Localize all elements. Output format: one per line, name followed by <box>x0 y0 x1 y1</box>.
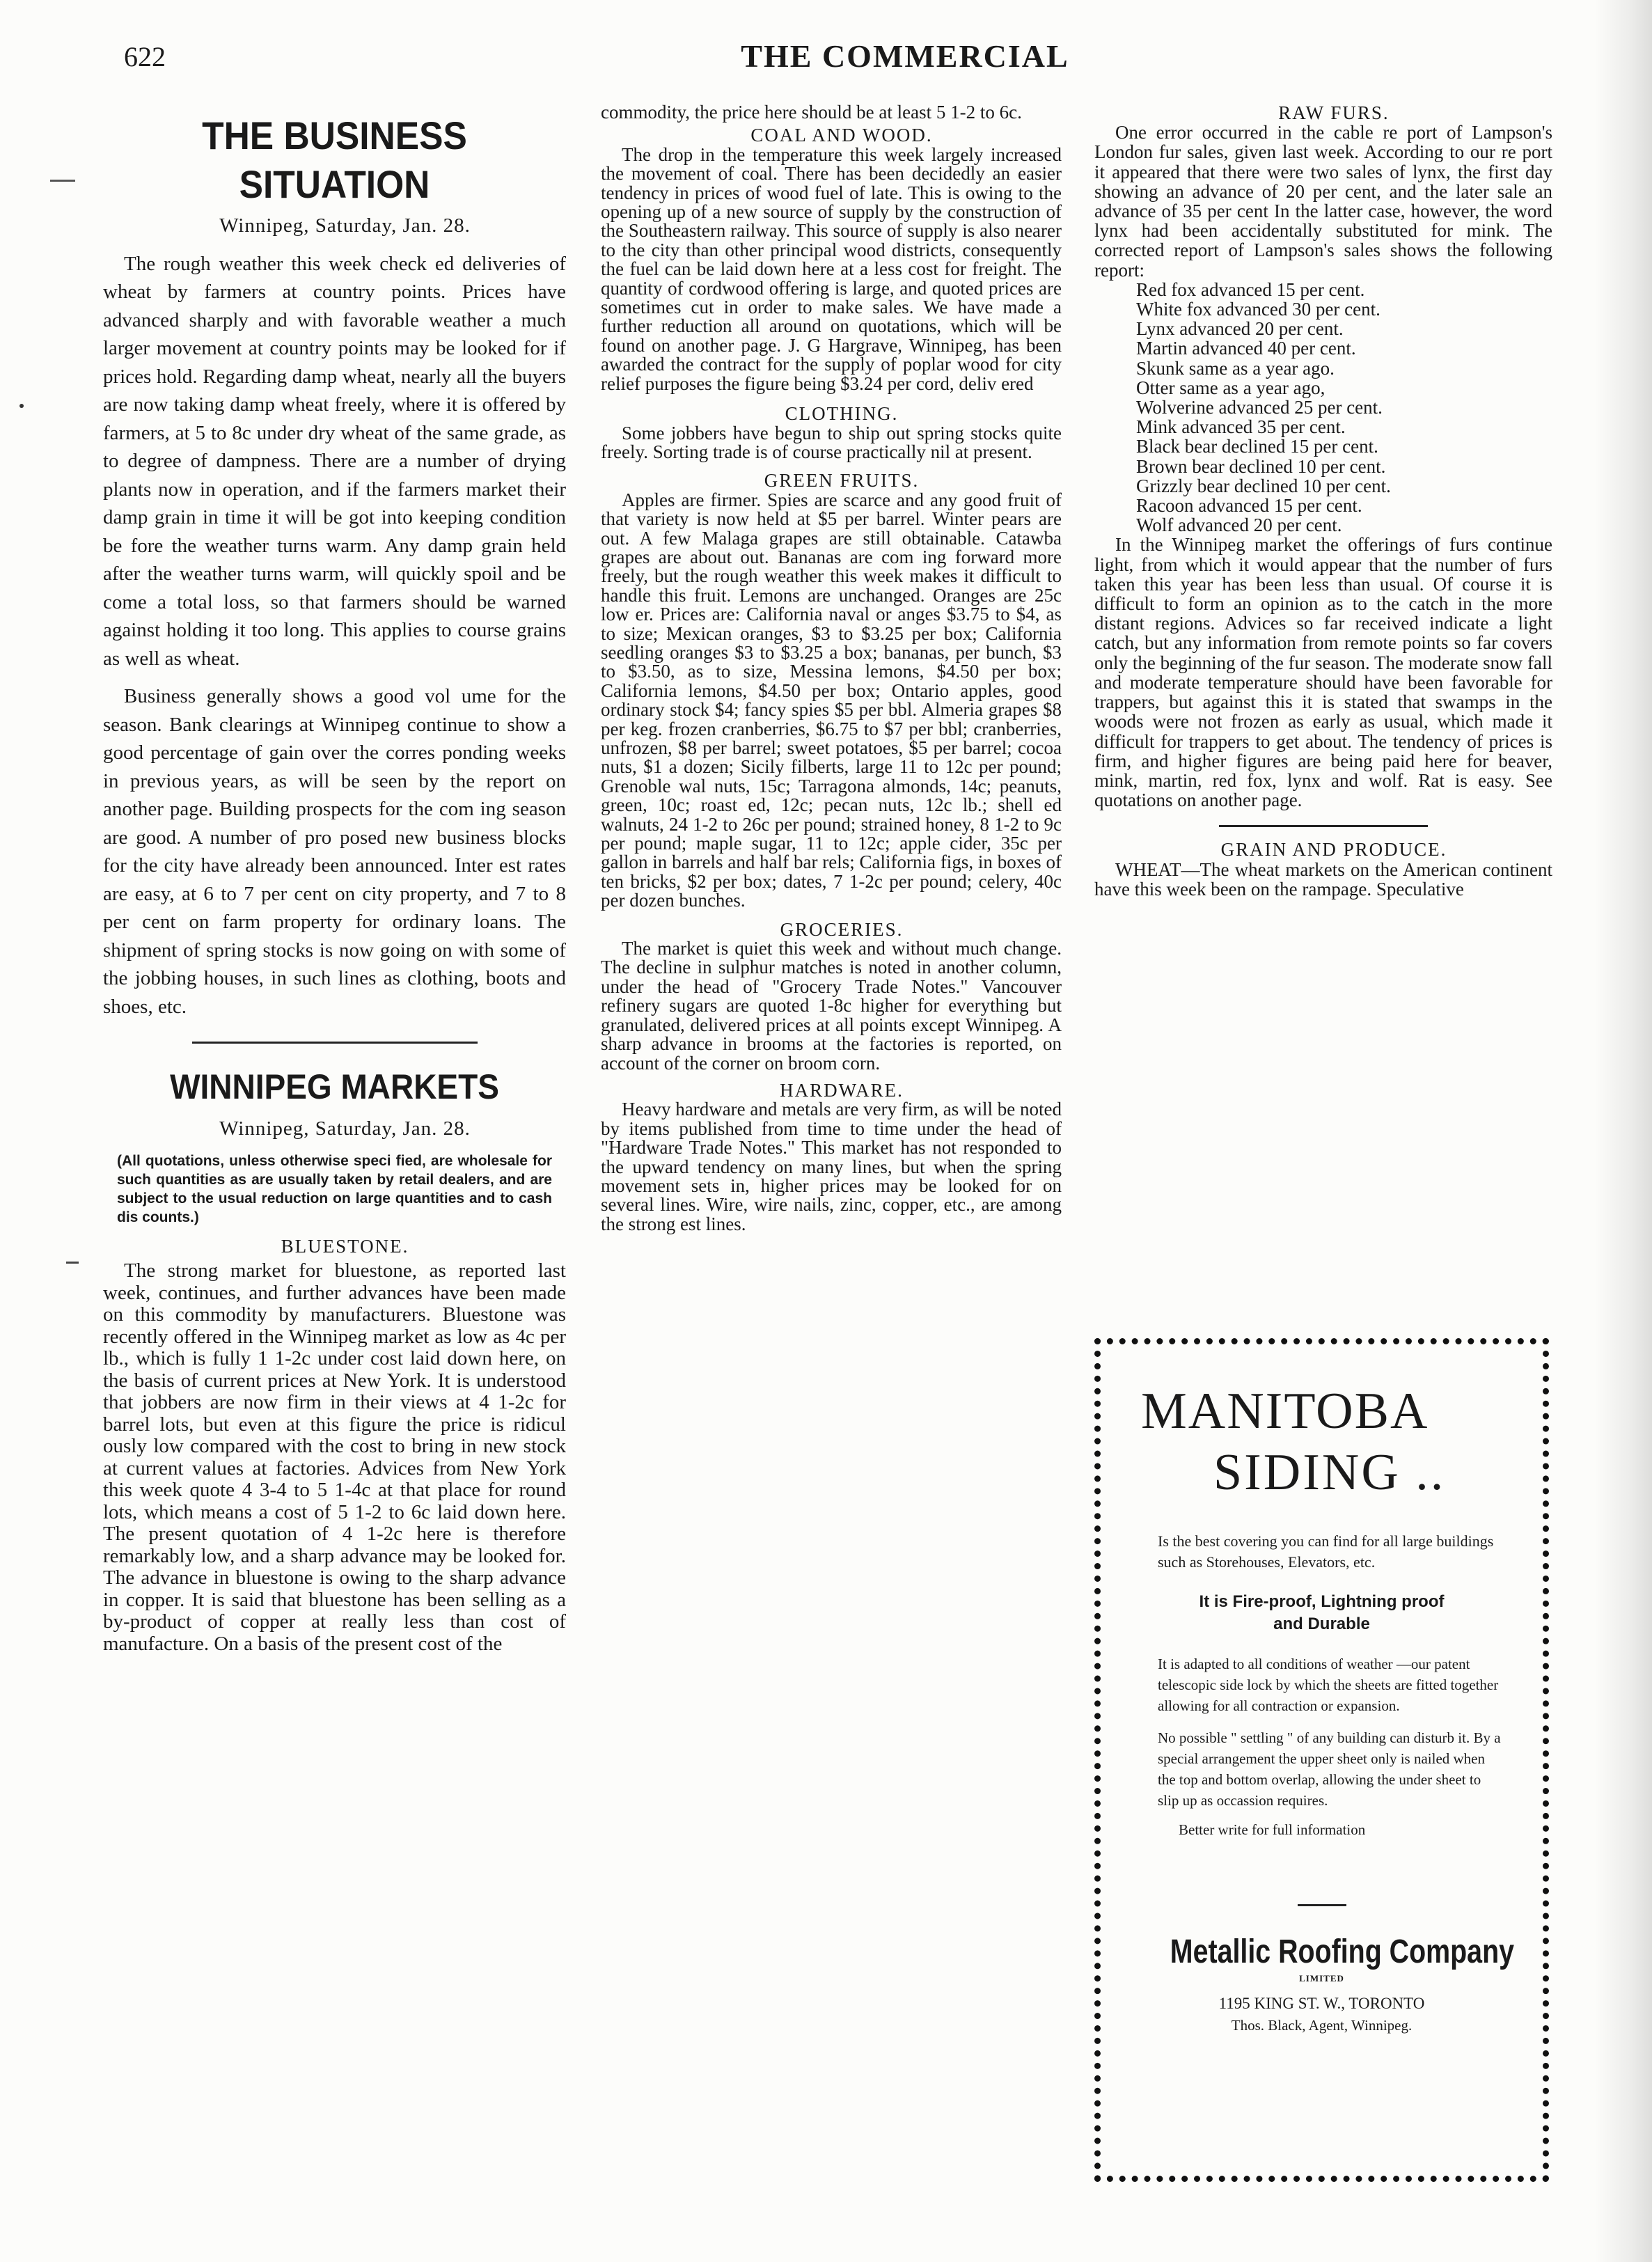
fur-list-item: Brown bear declined 10 per cent. <box>1136 455 1386 477</box>
page-number: 622 <box>124 41 166 72</box>
ad-description: Is the best covering you can find for all large buildings such as Storehouses, Elevators, etc. <box>1158 1532 1494 1571</box>
binding-edge <box>1594 0 1652 2262</box>
green-fruits-heading: GREEN FRUITS. <box>764 470 920 492</box>
fur-list-item: White fox advanced 30 per cent. <box>1136 299 1380 320</box>
markets-dateline: Winnipeg, Saturday, Jan. 28. <box>219 1117 471 1140</box>
ad-limited: LIMITED <box>1299 1973 1344 1984</box>
fur-list-item: Wolf advanced 20 per cent. <box>1136 515 1342 536</box>
grain-produce-heading: GRAIN AND PRODUCE. <box>1220 839 1447 861</box>
groceries-heading: GROCERIES. <box>780 918 904 940</box>
fur-list-item: Skunk same as a year ago. <box>1136 357 1335 379</box>
raw-furs-intro: One error occurred in the cable re port of Lampson's London fur sales, given last week. According to our re port it appeared that there were two sales of lynx, the first day showing an advance of 20 per cent, and the later sale an advance of 35 per cent In the latter case, however, the word lynx had been accidentally substituted for mink. The corrected report of Lampson's sales shows the following report: <box>1094 122 1552 281</box>
coal-wood-paragraph: The drop in the temperature this week largely increased the movement of coal. There has been decidedly an easier tendency in prices of wood fuel of late. This is owing to the opening up of a new source of supply by the construction of the Southeastern railway. This source of supply is also nearer to the city than other principal wood districts, consequently the fuel can be laid down here at a less cost for freight. The quantity of cordwood offering is large, and quoted prices are sometimes cut in order to make sales. We have made a further reduction all around on quotations, which will be found on another page. J. G Hargrave, Winnipeg, has been awarded the contract for the supply of poplar wood for city relief purposes the figure being $3.24 per cord, deliv ered <box>601 143 1062 394</box>
column-2 <box>601 103 1062 1234</box>
ad-feature: It is Fire-proof, Lightning proof and Durable <box>1199 1592 1445 1633</box>
ad-address: 1195 KING ST. W., TORONTO <box>1218 1995 1425 2012</box>
ad-company-name: Metallic Roofing Company <box>1170 1933 1515 1970</box>
coal-wood-heading: COAL AND WOOD. <box>750 125 933 146</box>
fur-market-paragraph: In the Winnipeg market the offerings of furs continue light, from which it would appear that the number of furs taken this year has been less than usual. Of course it is difficult to form an opinion as to the catch in the more distant regions. Advices so far received indicate a light catch, but any information from remote points so far covers only the beginning of the fur season. The moderate snow fall and moderate temperature should have been favorable for trappers, but against this it is stated that swamps in the woods were not frozen as early as usual, which made it difficult for trappers to get about. The tendency of prices is firm, and higher figures are being paid here for beaver, mink, martin, red fox, lynx and wolf. Rat is easy. See quotations on another page. <box>1094 534 1552 811</box>
column-3 <box>1094 103 1552 899</box>
fur-price-list <box>1094 280 1552 535</box>
section-divider <box>1219 825 1428 827</box>
section-divider <box>192 1042 478 1044</box>
ad-agent: Thos. Black, Agent, Winnipeg. <box>1231 2017 1413 2034</box>
groceries-paragraph: The market is quiet this week and without much change. The decline in sulphur matches is noted in another column, under the head of "Grocery Trade Notes." Vancouver refinery sugars are quoted 1-8c higher for everything but granulated, delivered prices at all points except Winnipeg. A sharp advance in brooms at the factories is reported, on account of the corner on broom corn. <box>601 938 1062 1074</box>
margin-mark <box>66 1262 79 1264</box>
fur-list-item: Mink advanced 35 per cent. <box>1136 416 1346 438</box>
ad-adapted-text: It is adapted to all conditions of weather —our patent telescopic side lock by which the sheets are fitted together allowing for all contraction or expansion. <box>1158 1656 1499 1714</box>
winnipeg-markets-title: WINNIPEG MARKETS <box>170 1067 499 1106</box>
business-paragraph-2: Business generally shows a good vol ume for the season. Bank clearings at Winnipeg continue to show a good percentage of gain over the corres ponding weeks in previous years, as will be seen by the report on another page. Building prospects for the com ing season are good. A number of pro posed new business blocks for the city have already been announced. Inter est rates are easy, at 6 to 7 per cent on city property, and 7 to 8 per cent on farm property for ordinary loans. The shipment of spring stocks is now going on with some of the jobbing houses, in such lines as clothing, boots and shoes, etc. <box>103 685 566 1018</box>
clothing-heading: CLOTHING. <box>785 403 899 425</box>
ad-better-write: Better write for full information <box>1179 1821 1366 1838</box>
column-1 <box>103 111 566 1655</box>
margin-mark <box>19 404 24 408</box>
manitoba-siding-advertisement <box>1094 1338 1549 2182</box>
business-dateline: Winnipeg, Saturday, Jan. 28. <box>219 214 471 237</box>
clothing-paragraph: Some jobbers have begun to ship out spring stocks quite freely. Sorting trade is of course practically nil at present. <box>601 422 1062 462</box>
fur-list-item: Lynx advanced 20 per cent. <box>1136 318 1344 340</box>
margin-mark <box>50 180 75 182</box>
quotations-note: (All quotations, unless otherwise speci fied, are wholesale for such quantities as are usually taken by retail dealers, and are subject to the usual reduction on large quantities and to cash dis counts.) <box>117 1152 552 1225</box>
grain-paragraph: WHEAT—The wheat markets on the American continent have this week been on the rampage. Speculative <box>1094 858 1552 900</box>
fur-list-item: Martin advanced 40 per cent. <box>1136 338 1356 359</box>
fur-list-item: Red fox advanced 15 per cent. <box>1136 278 1365 300</box>
fur-list-item: Black bear declined 15 per cent. <box>1136 436 1378 457</box>
fur-list-item: Wolverine advanced 25 per cent. <box>1136 397 1383 418</box>
bluestone-heading: BLUESTONE. <box>281 1235 409 1257</box>
hardware-heading: HARDWARE. <box>780 1079 904 1101</box>
column-2-intro: commodity, the price here should be at least 5 1-2 to 6c. <box>601 102 1022 123</box>
fur-list-item: Racoon advanced 15 per cent. <box>1136 495 1362 517</box>
ad-title-siding: SIDING .. <box>1213 1444 1446 1501</box>
hardware-paragraph: Heavy hardware and metals are very firm, as will be noted by items published from time to time under the head of "Hardware Trade Notes." This market has not responded to the upward tendency on many lines, but when the spring movement sets in, higher prices may be looked for on several lines. Wire, wire nails, zinc, copper, etc., are among the strong est lines. <box>601 1099 1062 1234</box>
ad-settling-text: No possible " settling " of any building can disturb it. By a special arrangement the upper sheet only is nailed when the top and bottom overlap, allowing the under sheet to slip up as occassion requires. <box>1158 1729 1501 1809</box>
bluestone-paragraph: The strong market for bluestone, as reported last week, continues, and further advances have been made on this commodity by manufacturers. Bluestone was recently offered in the Winnipeg market as low as 4c per lb., which is fully 1 1-2c under cost laid down here, on the basis of current prices at New York. It is understood that jobbers are now firm in their views at 4 1-2c for barrel lots, but even at this figure the price is ridicul ously low compared with the cost to bring in new stock at current values at factories. Advices from New York this week quote 4 3-4 to 5 1-4c at that place for round lots, which means a cost of 5 1-2 to 6c laid down here. The present quotation of 4 1-2c here is therefore remarkably low, and a sharp advance may be looked for. The advance in bluestone is owing to the sharp advance in copper. It is said that bluestone has been selling as a by-product of copper at really less than cost of manufacture. On a basis of the present cost of the <box>103 1259 566 1655</box>
business-situation-title: THE BUSINESS SITUATION <box>202 113 467 206</box>
raw-furs-heading: RAW FURS. <box>1278 102 1390 123</box>
ad-title-manitoba: MANITOBA <box>1141 1383 1429 1440</box>
ad-divider <box>1298 1904 1346 1906</box>
green-fruits-paragraph: Apples are firmer. Spies are scarce and any good fruit of that variety is now held at $5 per barrel. Winter pears are out. A few Malaga grapes are still obtainable. Catawba grapes are about out. Bananas are com ing forward more freely, but the rough weather this week makes it difficult to handle this fruit. Lemons are unchanged. Oranges are 25c low er. Prices are: California naval or anges $3.75 to $4, as to size; Mexican oranges, $3 to $3.25 per box; California seedling oranges $3 to $3.25 a box; bananas, per bunch, $3 to $3.50, as to size, Messina lemons, $4.50 per box; California lemons, $4.50 per box; Ontario apples, good ordinary stock $4; fancy spies $5 per bbl. Almeria grapes $8 per keg. frozen cranberries, $6.75 to $7 per bbl; cranberries, unfrozen, $8 per barrel; sweet potatoes, $5 per barrel; cocoa nuts, $1 a dozen; Sicily filberts, large 11 to 12c per pound; Grenoble wal nuts, 15c; Tarragona almonds, 14c; peanuts, green, 10c; roast ed, 12c; pecan nuts, 12c lb.; shell ed walnuts, 24 1-2 to 26c per pound; strained honey, 8 1-2 to 9c per pound; maple sugar, 11 to 12c; apple cider, 35c per gallon in barrels and half bar rels; California figs, in boxes of ten bricks, $2 per box; dates, 7 1-2c per pound; celery, 40c per dozen bunches. <box>601 489 1062 911</box>
fur-list-item: Grizzly bear declined 10 per cent. <box>1136 475 1391 496</box>
publication-title: THE COMMERCIAL <box>741 38 1069 74</box>
fur-list-item: Otter same as a year ago, <box>1136 377 1325 398</box>
business-paragraph-1: The rough weather this week check ed deliveries of wheat by farmers at country points. Prices have advanced sharply and with favorable weather a much larger movement at country points may be looked for if prices hold. Regarding damp wheat, nearly all the buyers are now taking damp wheat freely, where it is offered by farmers, at 5 to 8c under dry wheat of the same grade, as to degree of dampness. There are a number of drying plants now in operation, and if the farmers market their damp grain in time it will be got into keeping condition be fore the weather turns warm. Any damp grain held after the weather turns warm, will quickly spoil and be come a total loss, so that farmers should be warned against holding it too long. This applies to course grains as well as wheat. <box>103 252 566 670</box>
